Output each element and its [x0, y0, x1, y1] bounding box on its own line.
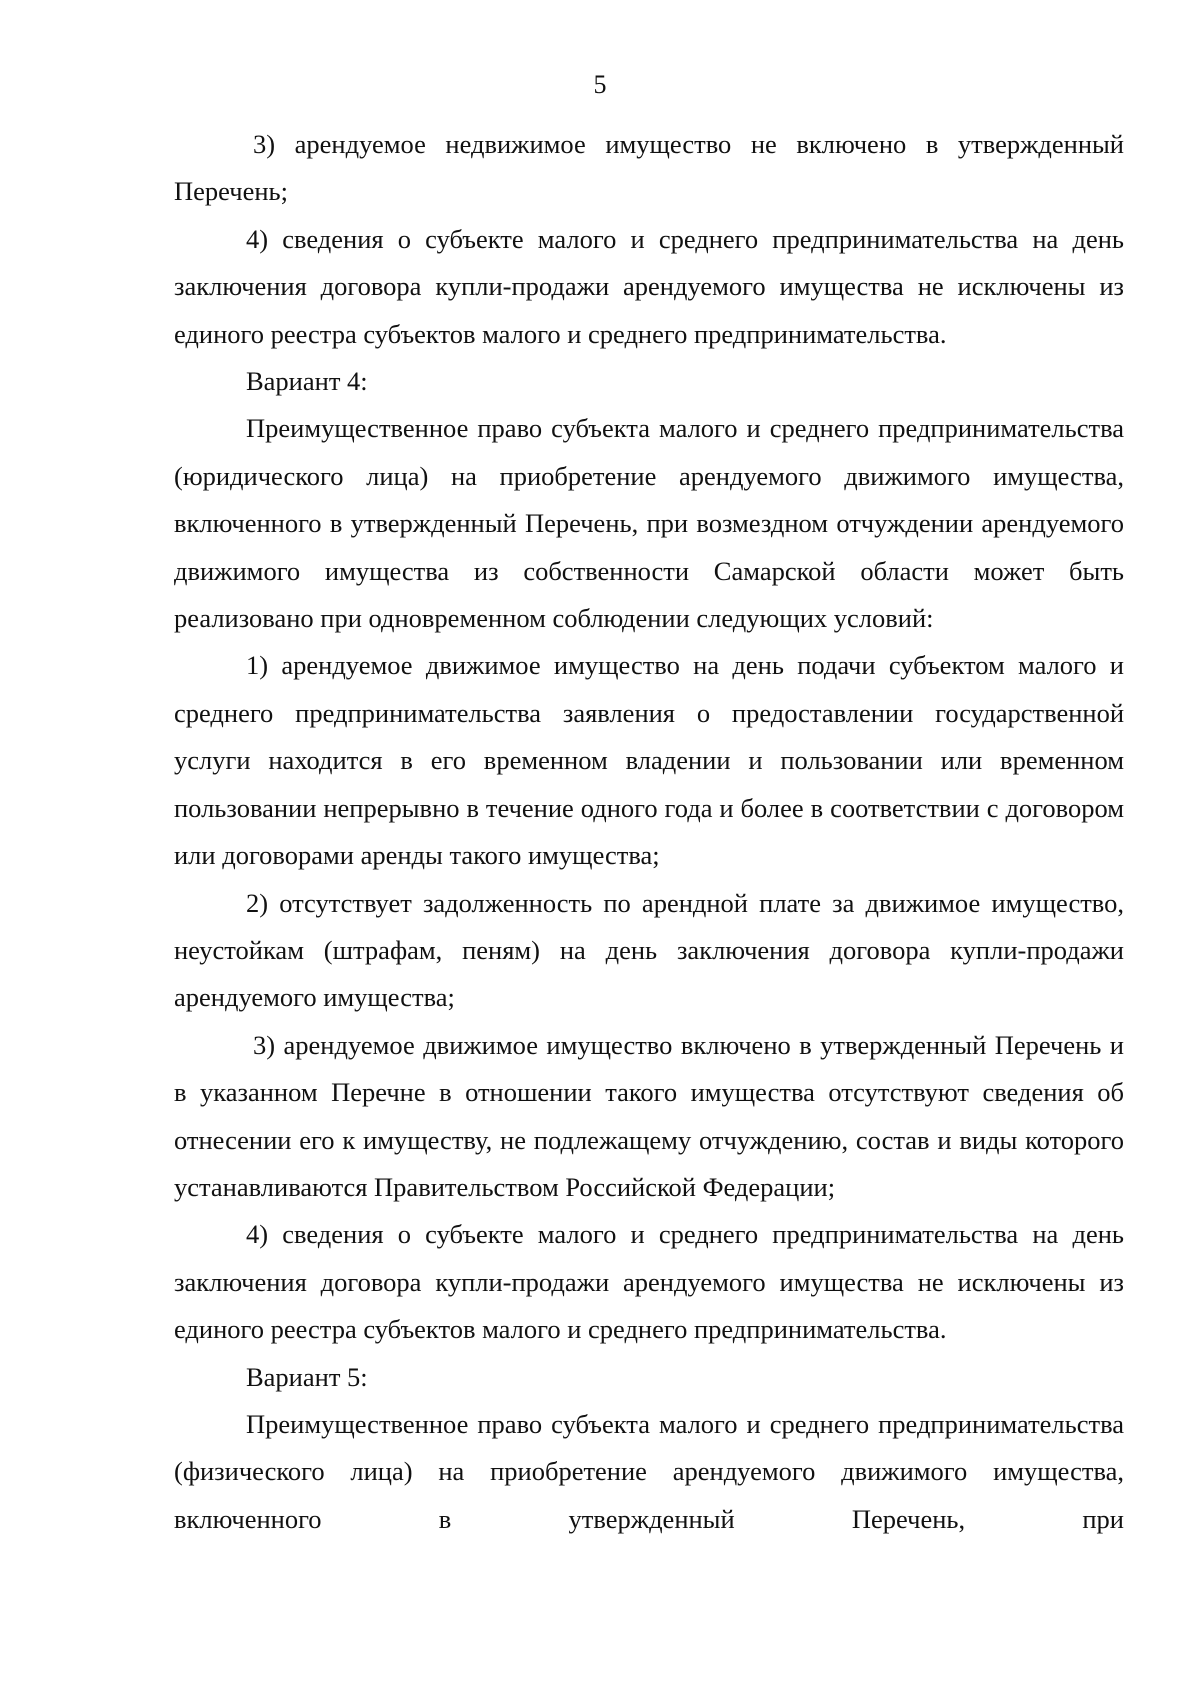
- paragraph-variant-4-intro: Преимущественное право субъекта малого и среднего предпринимательства (юридического лица) на приобретение арендуемого движимого имущества, включенного в утвержденный Перечень, при возмездном отчуждении арендуемого движимого имущества из собственности Самарской области может быть реализовано при одновременном соблюдении следующих условий:: [174, 413, 1124, 634]
- paragraph-item-3-not-included: 3) арендуемое недвижимое имущество не включено в утвержденный Перечень;: [174, 129, 1124, 207]
- paragraph-condition-4: 4) сведения о субъекте малого и среднего предпринимательства на день заключения договора купли-продажи арендуемого имущества не исключены из единого реестра субъектов малого и среднего предпринимательства.: [174, 1219, 1124, 1345]
- page-number: 5: [593, 70, 607, 99]
- paragraph-variant-5-intro: Преимущественное право субъекта малого и среднего предпринимательства (физического лица) на приобретение арендуемого движимого имущества, включенного в утвержденный Перечень, при: [174, 1408, 1124, 1534]
- paragraph-condition-3: 3) арендуемое движимое имущество включено в утвержденный Перечень и в указанном Перечне в отношении такого имущества отсутствуют сведения об отнесении его к имуществу, не подлежащему отчуждению, состав и виды которого устанавливаются Правительством Российской Федерации;: [174, 1029, 1124, 1202]
- paragraph-item-4-registry: 4) сведения о субъекте малого и среднего предпринимательства на день заключения договора купли-продажи арендуемого имущества не исключены из единого реестра субъектов малого и среднего предпринимательства.: [174, 223, 1124, 349]
- paragraph-condition-1: 1) арендуемое движимое имущество на день подачи субъектом малого и среднего предпринимательства заявления о предоставлении государственной услуги находится в его временном владении и пользовании или временном пользовании непрерывно в течение одного года и более в соответствии с договором или договорами аренды такого имущества;: [174, 650, 1124, 871]
- paragraph-condition-2: 2) отсутствует задолженность по арендной плате за движимое имущество, неустойкам (штрафам, пеням) на день заключения договора купли-продажи арендуемого имущества;: [174, 887, 1124, 1013]
- variant-5-heading: Вариант 5:: [246, 1361, 368, 1392]
- document-body: [174, 121, 1124, 1543]
- variant-4-heading: Вариант 4:: [246, 366, 368, 397]
